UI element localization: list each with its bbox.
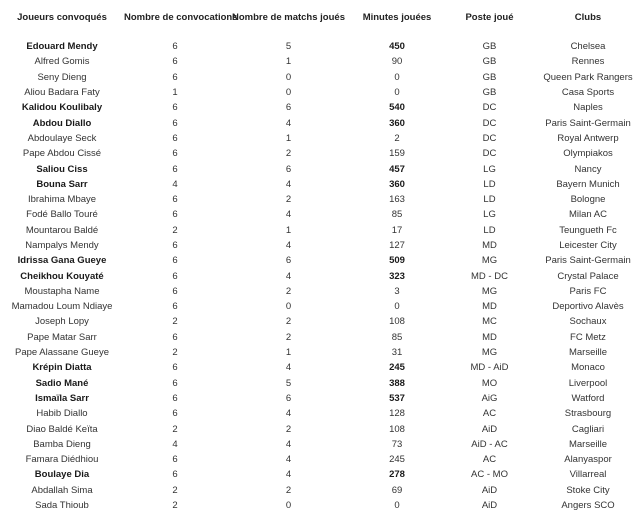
matches-played-cell: 4 (285, 178, 292, 190)
matches-played-cell: 4 (285, 362, 292, 374)
table-row (0, 314, 640, 329)
club-cell: Chelsea (570, 41, 606, 53)
position-cell: AiD (481, 500, 498, 512)
matches-played-cell: 1 (285, 347, 292, 359)
matches-played-cell: 6 (285, 163, 292, 175)
convocations-cell: 6 (172, 194, 178, 206)
position-cell: MG (481, 285, 498, 297)
matches-played-cell: 4 (285, 408, 292, 420)
position-cell: AiD - AC (471, 438, 508, 450)
player-name-cell: Abdoulaye Seck (27, 132, 97, 144)
matches-played-cell: 4 (285, 469, 292, 481)
position-cell: GB (482, 87, 497, 99)
convocations-cell: 6 (172, 454, 178, 466)
player-name-cell: Habib Diallo (36, 408, 88, 420)
club-cell: Sochaux (569, 316, 607, 328)
header-players: Joueurs convoqués (17, 12, 107, 23)
convocations-cell: 6 (172, 270, 178, 282)
matches-played-cell: 4 (285, 270, 292, 282)
player-name-cell: Saliou Ciss (36, 163, 88, 175)
position-cell: MG (481, 255, 498, 267)
table-row (0, 223, 640, 238)
convocations-cell: 6 (172, 240, 178, 251)
minutes-played-cell: 163 (389, 194, 405, 206)
minutes-played-cell: 85 (391, 209, 403, 221)
position-cell: MD (482, 240, 497, 251)
header-matches-played: Nombre de matchs joués (232, 12, 345, 23)
position-cell: LD (483, 194, 496, 206)
club-cell: Teungueth Fc (559, 224, 617, 236)
player-name-cell: Sadio Mané (35, 377, 89, 389)
position-cell: AiG (481, 392, 498, 404)
player-name-cell: Boulaye Dia (34, 469, 90, 481)
position-cell: DC (482, 102, 497, 114)
table-row (0, 345, 640, 360)
minutes-played-cell: 2 (394, 132, 400, 144)
player-name-cell: Alfred Gomis (34, 56, 90, 68)
minutes-played-cell: 388 (389, 377, 405, 389)
club-cell: Marseille (568, 347, 607, 359)
player-name-cell: Moustapha Name (24, 285, 100, 297)
table-body (0, 26, 640, 513)
convocations-cell: 4 (172, 178, 178, 190)
header-clubs: Clubs (574, 12, 602, 23)
table-row (0, 54, 640, 69)
minutes-played-cell: 509 (389, 255, 405, 267)
club-cell: Paris Saint-Germain (545, 117, 631, 129)
matches-played-cell: 6 (285, 255, 292, 267)
position-cell: AC - MO (471, 469, 508, 481)
player-name-cell: Bamba Dieng (33, 438, 91, 450)
matches-played-cell: 2 (285, 331, 292, 343)
player-name-cell: Ismaïla Sarr (35, 392, 89, 404)
player-name-cell: Aliou Badara Faty (24, 87, 100, 99)
position-cell: DC (482, 132, 497, 144)
minutes-played-cell: 537 (389, 392, 405, 404)
table-row (0, 330, 640, 345)
player-name-cell: Krépin Diatta (32, 362, 92, 374)
table-row (0, 467, 640, 482)
minutes-played-cell: 360 (389, 178, 405, 190)
convocations-cell: 6 (172, 102, 178, 114)
table-row (0, 100, 640, 115)
position-cell: GB (482, 56, 497, 68)
convocations-cell: 2 (172, 316, 178, 328)
table-row (0, 253, 640, 268)
table-row (0, 299, 640, 314)
matches-played-cell: 4 (285, 117, 292, 129)
table-row (0, 161, 640, 176)
position-cell: DC (482, 148, 497, 160)
minutes-played-cell: 0 (394, 87, 400, 99)
position-cell: AiD (481, 484, 498, 496)
header-position: Poste joué (465, 12, 514, 23)
players-stats-table (0, 9, 640, 513)
convocations-cell: 6 (172, 392, 178, 404)
matches-played-cell: 2 (285, 316, 292, 328)
minutes-played-cell: 85 (391, 331, 403, 343)
matches-played-cell: 2 (285, 148, 292, 160)
table-row (0, 391, 640, 406)
convocations-cell: 2 (172, 224, 178, 236)
minutes-played-cell: 540 (389, 102, 405, 114)
convocations-cell: 2 (172, 423, 178, 435)
table-row (0, 284, 640, 299)
minutes-played-cell: 31 (391, 347, 403, 359)
minutes-played-cell: 159 (389, 148, 405, 160)
player-name-cell: Pape Alassane Gueye (14, 347, 109, 359)
matches-played-cell: 0 (285, 301, 292, 313)
position-cell: LG (483, 209, 496, 221)
matches-played-cell: 4 (285, 240, 292, 251)
club-cell: Queen Park Rangers (543, 71, 633, 83)
matches-played-cell: 0 (285, 500, 292, 512)
table-row (0, 192, 640, 207)
matches-played-cell: 6 (285, 392, 292, 404)
club-cell: Monaco (571, 362, 605, 374)
minutes-played-cell: 17 (391, 224, 403, 236)
club-cell: Olympiakos (563, 148, 613, 160)
club-cell: Bologne (570, 194, 606, 206)
club-cell: Marseille (568, 438, 607, 450)
table-row (0, 360, 640, 375)
convocations-cell: 6 (172, 469, 178, 481)
table-row (0, 452, 640, 467)
table-row (0, 483, 640, 498)
position-cell: AC (482, 454, 497, 466)
convocations-cell: 6 (172, 132, 178, 144)
position-cell: MC (482, 316, 497, 328)
player-name-cell: Pape Matar Sarr (27, 331, 97, 343)
minutes-played-cell: 0 (394, 301, 400, 313)
matches-played-cell: 4 (285, 209, 292, 221)
player-name-cell: Nampalys Mendy (25, 240, 99, 251)
club-cell: Villarreal (569, 469, 607, 481)
club-cell: Royal Antwerp (557, 132, 619, 144)
position-cell: GB (482, 41, 497, 53)
player-name-cell: Ibrahima Mbaye (27, 194, 97, 206)
matches-played-cell: 2 (285, 194, 292, 206)
club-cell: Rennes (571, 56, 605, 68)
table-row (0, 238, 640, 253)
convocations-cell: 6 (172, 71, 178, 83)
player-name-cell: Diao Baldé Keïta (26, 423, 98, 435)
position-cell: LD (483, 178, 496, 190)
table-row (0, 177, 640, 192)
club-cell: Bayern Munich (556, 178, 620, 190)
matches-played-cell: 4 (285, 438, 292, 450)
convocations-cell: 2 (172, 347, 178, 359)
convocations-cell: 6 (172, 377, 178, 389)
minutes-played-cell: 3 (394, 285, 400, 297)
position-cell: AiD (481, 423, 498, 435)
player-name-cell: Idrissa Gana Gueye (17, 255, 107, 267)
club-cell: Crystal Palace (557, 270, 619, 282)
player-name-cell: Edouard Mendy (26, 41, 98, 53)
convocations-cell: 6 (172, 285, 178, 297)
minutes-played-cell: 245 (389, 362, 405, 374)
header-minutes-played: Minutes jouées (362, 12, 432, 23)
convocations-cell: 1 (172, 87, 178, 99)
player-name-cell: Cheikhou Kouyaté (20, 270, 104, 282)
matches-played-cell: 5 (285, 377, 292, 389)
convocations-cell: 2 (172, 484, 178, 496)
table-row (0, 406, 640, 421)
convocations-cell: 6 (172, 148, 178, 160)
minutes-played-cell: 457 (389, 163, 405, 175)
player-name-cell: Mountarou Baldé (25, 224, 99, 236)
minutes-played-cell: 0 (394, 500, 400, 512)
position-cell: MD (482, 331, 497, 343)
player-name-cell: Mamadou Loum Ndiaye (11, 301, 113, 313)
matches-played-cell: 6 (285, 102, 292, 114)
player-name-cell: Famara Diédhiou (25, 454, 99, 466)
club-cell: Naples (573, 102, 603, 114)
header-convocations: Nombre de convocations (124, 12, 238, 23)
club-cell: Paris Saint-Germain (545, 255, 631, 267)
table-row (0, 146, 640, 161)
minutes-played-cell: 278 (389, 469, 405, 481)
position-cell: DC (482, 117, 497, 129)
position-cell: MD - AiD (470, 362, 509, 374)
convocations-cell: 6 (172, 56, 178, 68)
matches-played-cell: 0 (285, 71, 292, 83)
header-row (0, 9, 640, 26)
table-row (0, 131, 640, 146)
club-cell: Casa Sports (561, 87, 615, 99)
minutes-played-cell: 450 (389, 41, 405, 53)
club-cell: Leicester City (559, 240, 617, 251)
matches-played-cell: 1 (285, 224, 292, 236)
matches-played-cell: 4 (285, 454, 292, 466)
club-cell: Paris FC (569, 285, 607, 297)
position-cell: AC (482, 408, 497, 420)
minutes-played-cell: 128 (389, 408, 405, 420)
convocations-cell: 6 (172, 209, 178, 221)
matches-played-cell: 2 (285, 484, 292, 496)
player-name-cell: Joseph Lopy (35, 316, 89, 328)
matches-played-cell: 1 (285, 56, 292, 68)
player-name-cell: Bouna Sarr (36, 178, 88, 190)
position-cell: LG (483, 163, 496, 175)
player-name-cell: Fodé Ballo Touré (26, 209, 98, 221)
minutes-played-cell: 108 (389, 316, 405, 328)
club-cell: Cagliari (571, 423, 605, 435)
matches-played-cell: 0 (285, 87, 292, 99)
club-cell: FC Metz (570, 331, 606, 343)
minutes-played-cell: 127 (389, 240, 405, 251)
club-cell: Liverpool (568, 377, 608, 389)
matches-played-cell: 1 (285, 132, 292, 144)
header-spacer (0, 26, 640, 39)
convocations-cell: 4 (172, 438, 178, 450)
club-cell: Strasbourg (564, 408, 612, 420)
convocations-cell: 6 (172, 163, 178, 175)
club-cell: Milan AC (568, 209, 607, 221)
position-cell: MD (482, 301, 497, 313)
player-name-cell: Abdou Diallo (32, 117, 92, 129)
table-row (0, 207, 640, 222)
minutes-played-cell: 90 (391, 56, 403, 68)
convocations-cell: 2 (172, 500, 178, 512)
matches-played-cell: 2 (285, 423, 292, 435)
minutes-played-cell: 0 (394, 71, 400, 83)
convocations-cell: 6 (172, 255, 178, 267)
minutes-played-cell: 245 (389, 454, 405, 466)
club-cell: Stoke City (566, 484, 610, 496)
position-cell: MD - DC (471, 270, 508, 282)
position-cell: MG (481, 347, 498, 359)
table-row (0, 421, 640, 436)
position-cell: LD (483, 224, 496, 236)
matches-played-cell: 2 (285, 285, 292, 297)
table-row (0, 85, 640, 100)
matches-played-cell: 5 (285, 41, 292, 53)
position-cell: GB (482, 71, 497, 83)
table-row (0, 437, 640, 452)
player-name-cell: Seny Dieng (37, 71, 87, 83)
club-cell: Deportivo Alavès (552, 301, 624, 313)
player-name-cell: Sada Thioub (35, 500, 89, 512)
table-row (0, 376, 640, 391)
convocations-cell: 6 (172, 301, 178, 313)
table-row (0, 498, 640, 513)
convocations-cell: 6 (172, 408, 178, 420)
minutes-played-cell: 323 (389, 270, 405, 282)
player-name-cell: Abdallah Sima (31, 484, 93, 496)
minutes-played-cell: 73 (391, 438, 403, 450)
minutes-played-cell: 69 (391, 484, 403, 496)
position-cell: MO (481, 377, 498, 389)
club-cell: Watford (571, 392, 605, 404)
minutes-played-cell: 360 (389, 117, 405, 129)
convocations-cell: 6 (172, 41, 178, 53)
player-name-cell: Kalidou Koulibaly (21, 102, 103, 114)
player-name-cell: Pape Abdou Cissé (22, 148, 102, 160)
convocations-cell: 6 (172, 117, 178, 129)
table-row (0, 39, 640, 54)
convocations-cell: 6 (172, 331, 178, 343)
table-row (0, 115, 640, 130)
convocations-cell: 6 (172, 362, 178, 374)
minutes-played-cell: 108 (389, 423, 405, 435)
club-cell: Angers SCO (561, 500, 615, 512)
table-row (0, 70, 640, 85)
table-row (0, 268, 640, 283)
club-cell: Nancy (574, 163, 602, 175)
club-cell: Alanyaspor (564, 454, 612, 466)
